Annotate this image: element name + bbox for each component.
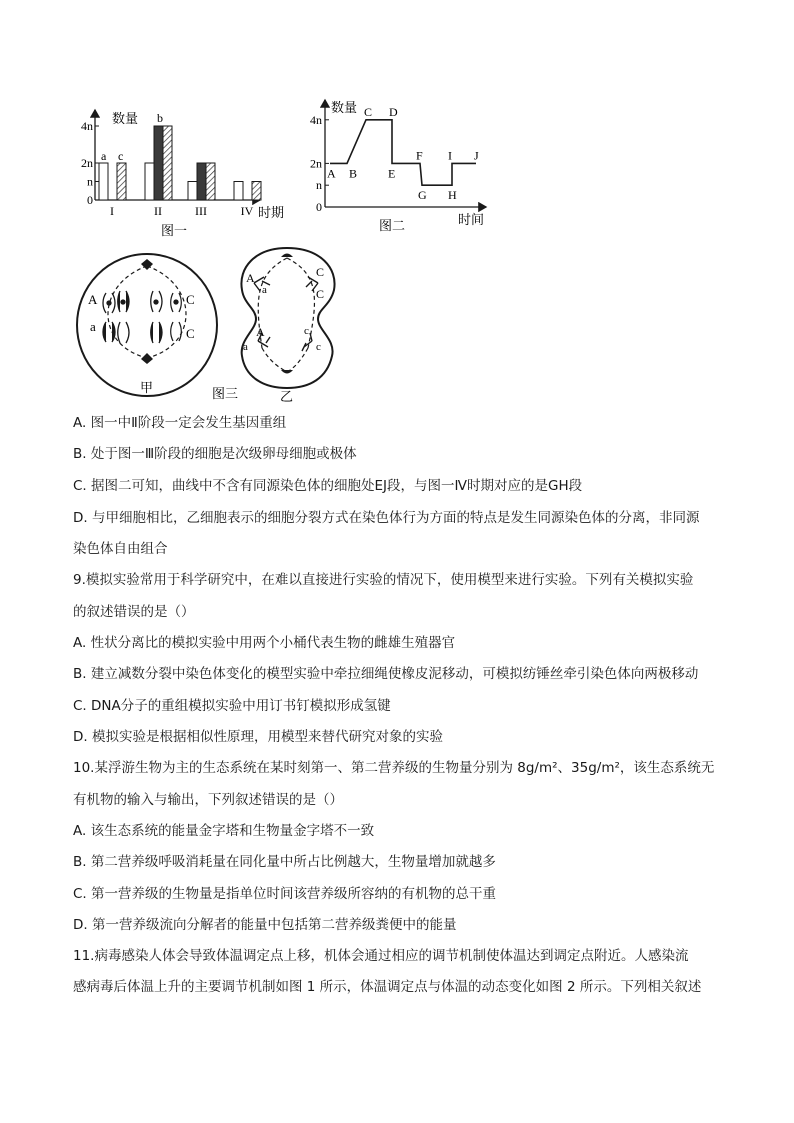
q9-option-a: A. 性状分离比的模拟实验中用两个小桶代表生物的雌雄生殖器官 (73, 635, 456, 651)
q8-option-d: D. 与甲细胞相比，乙细胞表示的细胞分裂方式在染色体行为方面的特点是发生同源染色体的分离，非同源 (73, 510, 700, 526)
fig1-bar-a (99, 163, 108, 200)
cell-jia-centrosome-bottom (141, 353, 153, 364)
fig1-ytick-label: 4n (81, 119, 93, 133)
fig1-bar-a (188, 182, 197, 201)
cell-jia-chromosomes (103, 291, 181, 343)
fig1-ytick-label: 2n (81, 156, 93, 170)
fig1-xtick-label: I (110, 204, 114, 218)
fig1-xtick-label: II (154, 204, 162, 218)
cell-yi-allele-c-bottom2: c (316, 341, 321, 353)
q8-option-a: A. 图一中Ⅱ阶段一定会发生基因重组 (73, 415, 287, 431)
fig2-ylabel: 数量 (331, 101, 358, 116)
fig2-xlabel: 时间 (458, 213, 485, 228)
fig2-point-label-A: A (327, 166, 336, 181)
fig1-bar-c (117, 163, 126, 200)
q9-option-c: C. DNA分子的重组模拟实验中用订书钉模拟形成氢键 (73, 698, 391, 714)
fig1-bar-c (163, 126, 172, 200)
q10-option-c: C. 第一营养级的生物量是指单位时间该营养级所容纳的有机物的总干重 (73, 886, 497, 902)
fig2-ytick-label: 2n (310, 156, 322, 171)
cell-jia-allele-a: a (90, 319, 96, 334)
cell-jia-allele-C-bottom: C (186, 326, 195, 341)
fig3-caption: 图三 (212, 387, 239, 402)
q11-stem-cont: 感病毒后体温上升的主要调节机制如图 1 所示，体温调定点与体温的动态变化如图 2 所示。下列相关叙述 (73, 979, 702, 995)
cell-yi-spindle-lower (262, 348, 308, 372)
fig1-bar-a (145, 163, 154, 200)
fig2-ytick-label: n (316, 178, 322, 193)
fig1-series-label-c: c (118, 149, 124, 163)
cell-yi-centrosome-top (281, 254, 293, 258)
cell-yi-allele-a-top: a (262, 284, 267, 296)
q8-option-d-cont: 染色体自由组合 (73, 541, 168, 557)
fig2-ytick-label: 0 (316, 200, 322, 214)
cell-jia-spindle-left (108, 266, 147, 358)
cell-yi-label: 乙 (280, 390, 294, 405)
fig1-ytick-label: n (87, 174, 93, 189)
fig2-caption: 图二 (379, 219, 406, 234)
fig1-ylabel: 数量 (112, 112, 139, 127)
figure-three-cell-jia (77, 254, 217, 396)
cell-jia-allele-C-top: C (186, 292, 195, 307)
fig2-ytick-label: 4n (310, 112, 322, 127)
fig1-series-label-b: b (157, 111, 163, 125)
q8-option-b: B. 处于图一Ⅲ阶段的细胞是次级卵母细胞或极体 (73, 446, 357, 462)
q11-stem: 11.病毒感染人体会导致体温调定点上移，机体会通过相应的调节机制使体温达到调定点附近。人感染流 (73, 948, 689, 964)
cell-yi-allele-a-bottom: a (243, 341, 248, 353)
fig1-caption: 图一 (161, 224, 188, 239)
fig2-point-label-C: C (364, 104, 373, 119)
q9-option-b: B. 建立减数分裂中染色体变化的模型实验中牵拉细绳使橡皮泥移动，可模拟纺锤丝牵引染色体向两极移动 (73, 666, 699, 682)
q10-stem: 10.某浮游生物为主的生态系统在某时刻第一、第二营养级的生物量分别为 8g/m²、35g/m²，该生态系统无 (73, 760, 715, 776)
cell-yi-allele-C-top2: C (316, 287, 325, 301)
cell-yi-allele-A-bottom: A (256, 325, 265, 339)
fig1-bar-b (197, 163, 206, 200)
fig2-point-label-H: H (448, 188, 457, 203)
q10-option-d: D. 第一营养级流向分解者的能量中包括第二营养级粪便中的能量 (73, 917, 457, 933)
figure-one-bar-chart (81, 110, 284, 239)
fig2-point-label-G: G (418, 188, 427, 203)
fig1-bar-a (234, 182, 243, 201)
fig2-point-label-E: E (388, 166, 396, 181)
q10-stem-cont: 有机物的输入与输出，下列叙述错误的是（） (73, 792, 343, 808)
fig1-xtick-label: III (195, 204, 207, 218)
fig1-xlabel: 时期 (258, 206, 285, 221)
cell-yi-centrosome-bottom (281, 370, 293, 374)
fig1-bar-c (206, 163, 215, 200)
q9-stem-cont: 的叙述错误的是（） (73, 604, 195, 620)
q10-option-a: A. 该生态系统的能量金字塔和生物量金字塔不一致 (73, 823, 375, 839)
q8-option-c: C. 据图二可知，曲线中不含有同源染色体的细胞处EJ段，与图一Ⅳ时期对应的是GH段 (73, 478, 583, 494)
figure-two-line-chart (310, 100, 486, 234)
fig2-point-label-D: D (389, 104, 398, 119)
cell-jia-centrosome-top (141, 259, 153, 270)
cell-jia-membrane (77, 254, 217, 396)
fig1-bar-b (154, 126, 163, 200)
fig2-point-label-I: I (448, 148, 452, 163)
fig1-bar-c (252, 182, 261, 201)
fig2-point-label-B: B (349, 166, 358, 181)
cell-jia-allele-A: A (88, 292, 98, 307)
fig2-point-label-F: F (416, 148, 423, 163)
cell-yi-allele-A-top: A (246, 271, 255, 285)
cell-jia-label: 甲 (140, 381, 154, 396)
fig2-point-label-J: J (474, 148, 479, 163)
fig1-series-label-a: a (101, 149, 107, 163)
fig1-ytick-label: 0 (87, 193, 93, 207)
q10-option-b: B. 第二营养级呼吸消耗量在同化量中所占比例越大，生物量增加就越多 (73, 854, 496, 870)
cell-yi-allele-C-top: C (316, 265, 325, 279)
fig1-xtick-label: IV (240, 204, 254, 218)
q9-option-d: D. 模拟实验是根据相似性原理，用模型来替代研究对象的实验 (73, 729, 443, 745)
cell-yi-allele-c-bottom: c (304, 325, 309, 337)
figure-three-cell-yi (241, 248, 334, 405)
q9-stem: 9.模拟实验常用于科学研究中，在难以直接进行实验的情况下，使用模型来进行实验。下列有关模拟实验 (73, 572, 694, 588)
